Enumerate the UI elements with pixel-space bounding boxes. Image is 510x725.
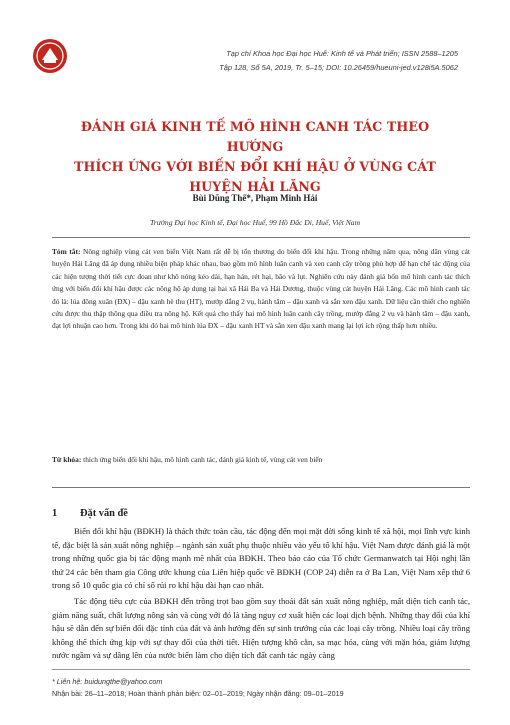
paragraph-2: Tác động tiêu cực của BĐKH đến trồng trọt bao gồm suy thoái đất sản xuất nông nghiệp, mất diện tích canh tác, giảm năng suất, chất lượng nông sản và cùng với đó là tăng nguy cơ xuất hiện các loại dịch bệnh. Những thay đổi của khí hậu sẽ dẫn đến sự biến đổi đặc tính của đất và ảnh hưởng đến sự sinh trưởng của các loại cây trồng. Nhiều loại cây trồng không thể thích ứng kịp với sự thay đổi của thời tiết. Hiện tượng khô cằn, sa mạc hóa, cùng với mặn hóa, giảm lượng nước ngầm và sự dâng lên của nước biển làm cho diện tích đất canh tác ngày càng: [52, 595, 470, 661]
authors: Bùi Dũng Thể*, Phạm Minh Hải: [192, 193, 318, 203]
paragraph-1: Biến đổi khí hậu (BĐKH) là thách thức toàn cầu, tác động đến mọi mặt đời sống kinh tế xã hội, mọi lĩnh vực kinh tế, đặc biệt là sản xuất nông nghiệp – ngành sản xuất phụ thuộc nhiều vào yếu tố khí hậu. Việt Nam được đánh giá là một trong những quốc gia bị tác động mạnh mẽ nhất của BĐKH. Theo báo cáo của Tổ chức Germanwatch tại Hội nghị lần thứ 24 các bên tham gia Công ước khung của Liên hiệp quốc về BĐKH (COP 24) diễn ra ở Ba Lan, Việt Nam xếp thứ 6 trong số 10 quốc gia có chỉ số rủi ro khí hậu dài hạn cao nhất.: [52, 526, 470, 591]
abstract: [52, 246, 470, 333]
title-line-3: HUYỆN HẢI LĂNG: [189, 179, 321, 194]
journal-header: [128, 47, 458, 75]
keywords: [52, 454, 470, 466]
university-logo-icon: [32, 38, 68, 74]
body-text: [52, 525, 470, 663]
affiliation: Trường Đại học Kinh tế, Đại học Huế, 99 Hồ Đắc Di, Huế, Việt Nam: [149, 218, 361, 227]
dates-line: Nhận bài: 26–11–2018; Hoàn thành phản biện: 02–01–2019; Ngày nhận đăng: 09–01–2019: [52, 689, 344, 698]
footnote: [52, 669, 470, 700]
title-line-1: ĐÁNH GIÁ KINH TẾ MÔ HÌNH CANH TÁC THEO HƯỚNG: [80, 119, 430, 154]
paper-title: [60, 117, 450, 197]
keywords-text: thích ứng biến đổi khí hậu, mô hình canh tác, đánh giá kinh tế, vùng cát ven biển: [83, 455, 323, 464]
abstract-box: [52, 237, 470, 488]
keywords-label: Từ khóa:: [52, 455, 82, 464]
section-number: 1: [52, 508, 58, 519]
volume-line: Tập 128, Số 5A, 2019, Tr. 5–15; DOI: 10.26459/hueuni-jed.v128i5A.5062: [219, 63, 458, 72]
section-title: Đặt vấn đề: [80, 508, 128, 519]
abstract-label: Tóm tắt:: [52, 247, 81, 256]
contact-line: * Liên hệ: buidungthe@yahoo.com: [52, 677, 163, 686]
abstract-text: Nông nghiệp vùng cát ven biển Việt Nam rất dễ bị tổn thương do biến đổi khí hậu. Trong những năm qua, nông dân vùng cát huyện Hải Lăng đã áp dụng nhiều biện pháp khác nhau, bao gồm mô hình luân canh và xen canh cây trồng phù hợp để hạn chế tác động của các hiện tượng thời tiết cực đoan như khô nóng kéo dài, hạn hán, rét hại, bão và lụt. Nghiên cứu này đánh giá bốn mô hình canh tác thích ứng với biến đổi khí hậu được các nông hộ áp dụng tại hai xã Hải Ba và Hải Dương, thuộc vùng cát huyện Hải Lăng. Các mô hình canh tác đó là: lúa đông xuân (ĐX) – đậu xanh hè thu (HT), mướp đắng 2 vụ, hành tăm – đậu xanh và sắn xen đậu xanh. Dữ liệu cần thiết cho nghiên cứu được thu thập thông qua điều tra nông hộ. Kết quả cho thấy hai mô hình luân canh cây trồng, mướp đắng 2 vụ và hành tăm – đậu xanh, đạt lợi nhuận cao hơn. Trong khi đó hai mô hình lúa ĐX – đậu xanh HT và sắn xen đậu xanh mang lại lợi ích rộng thấp hơn nhiều.: [52, 247, 470, 331]
journal-line: Tạp chí Khoa học Đại học Huế: Kinh tế và Phát triển; ISSN 2588–1205: [226, 49, 458, 58]
section-heading: [52, 508, 128, 519]
title-line-2: THÍCH ỨNG VỚI BIẾN ĐỔI KHÍ HẬU Ở VÙNG CÁT: [74, 159, 436, 174]
